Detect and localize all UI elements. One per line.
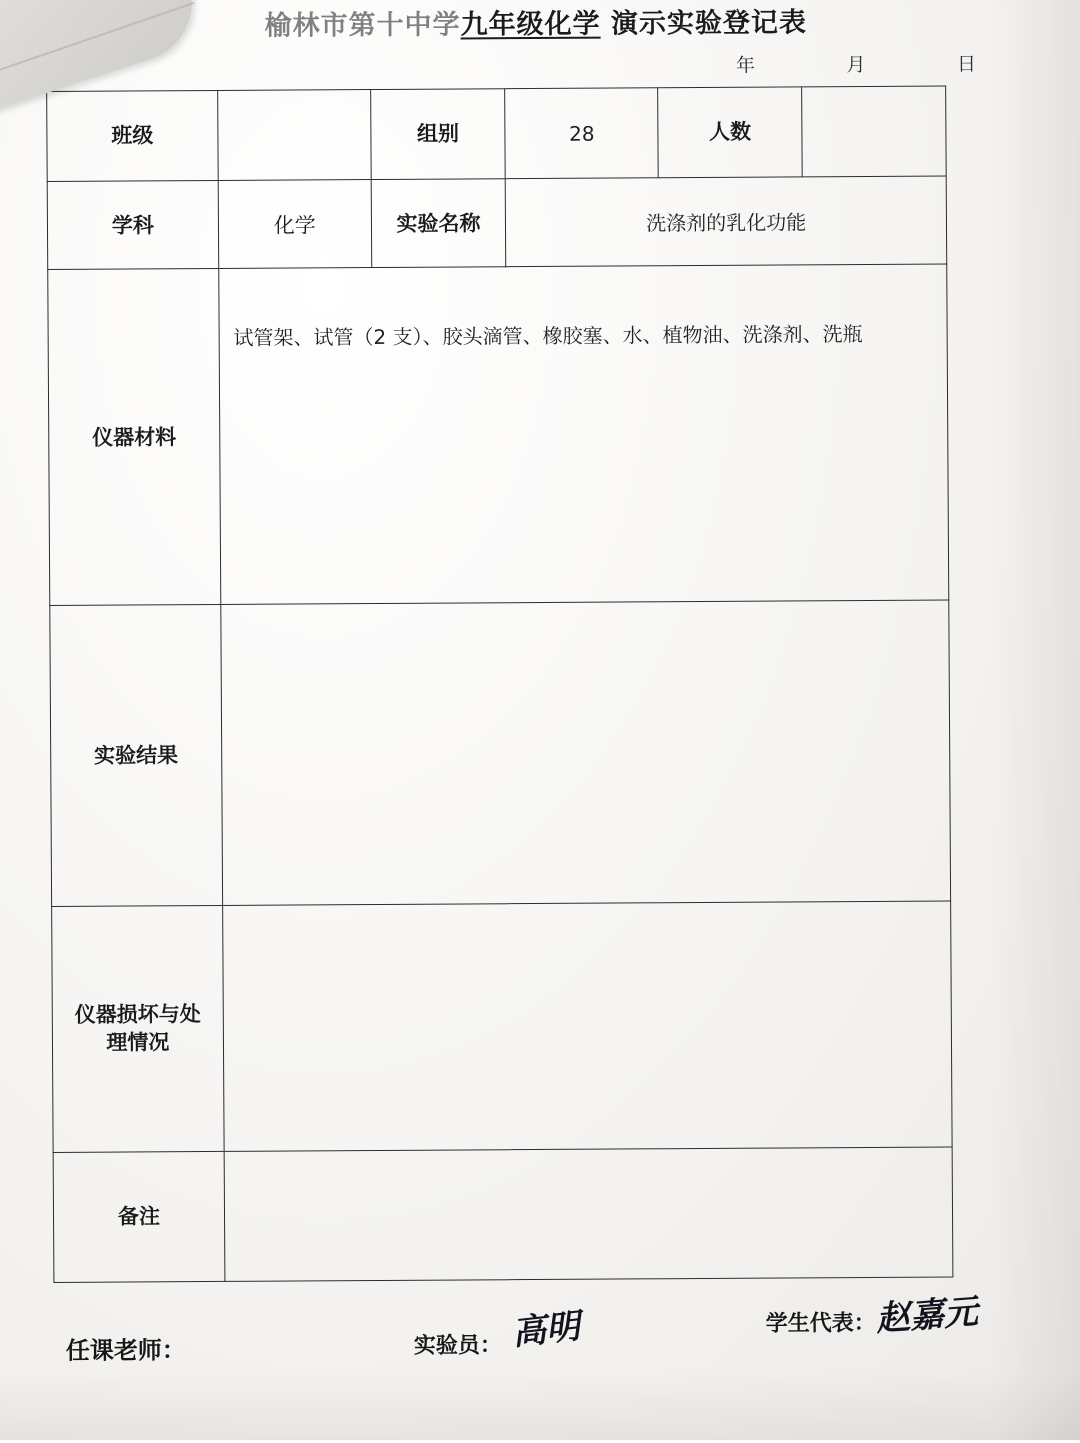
- title-tail: 演示实验登记表: [610, 7, 808, 40]
- cell-value-damage[interactable]: [222, 901, 952, 1151]
- cell-value-remark[interactable]: [224, 1147, 953, 1282]
- cell-value-materials[interactable]: [219, 264, 949, 604]
- cell-label-result: 实验结果: [50, 605, 223, 907]
- table-row: [47, 176, 947, 270]
- cell-value-subject[interactable]: 化学: [218, 180, 371, 269]
- cell-value-result[interactable]: [221, 600, 951, 905]
- cell-label-experiment-name: 实验名称: [371, 179, 506, 268]
- table-row: [50, 600, 951, 906]
- date-label-month: 月: [846, 53, 866, 77]
- cell-value-group[interactable]: 28: [505, 88, 658, 179]
- signature-footer: [4, 1291, 1080, 1414]
- remark-text: [224, 1147, 952, 1203]
- cell-label-group: 组别: [370, 89, 505, 180]
- table-row: [48, 264, 949, 605]
- cell-value-experiment-name[interactable]: 洗涤剂的乳化功能: [506, 176, 947, 267]
- cell-value-class[interactable]: [217, 90, 370, 181]
- result-text: [221, 601, 949, 657]
- cell-label-subject: 学科: [47, 181, 218, 270]
- materials-text: 试管架、试管（2 支）、胶头滴管、橡胶塞、水、植物油、洗涤剂、洗瓶: [233, 322, 863, 351]
- lab-assistant-signature: 高明: [510, 1306, 583, 1354]
- cell-label-count: 人数: [658, 87, 802, 178]
- cell-label-damage: 仪器损坏与处理情况: [52, 905, 224, 1152]
- student-rep-signature: 赵嘉元: [874, 1291, 980, 1340]
- student-rep-label: 学生代表：: [765, 1310, 876, 1337]
- registration-table: [46, 86, 953, 1283]
- damage-text: [223, 902, 951, 958]
- table-row: [53, 1147, 953, 1283]
- lab-assistant-label: 实验员：: [413, 1333, 502, 1359]
- cell-label-remark: 备注: [53, 1151, 225, 1282]
- cell-label-class: 班级: [47, 90, 218, 181]
- title-school-grade: 榆林市第十中学: [264, 9, 461, 42]
- date-label-day: 日: [956, 53, 977, 76]
- table-row: [52, 901, 952, 1152]
- date-label-year: 年: [735, 54, 756, 77]
- cell-label-materials: 仪器材料: [48, 269, 221, 606]
- teacher-label: 任课老师：: [65, 1336, 186, 1365]
- date-fields: [736, 49, 976, 77]
- table-row: [47, 86, 947, 182]
- cell-value-count[interactable]: [802, 86, 946, 177]
- title-subject: 九年级化学: [460, 8, 601, 41]
